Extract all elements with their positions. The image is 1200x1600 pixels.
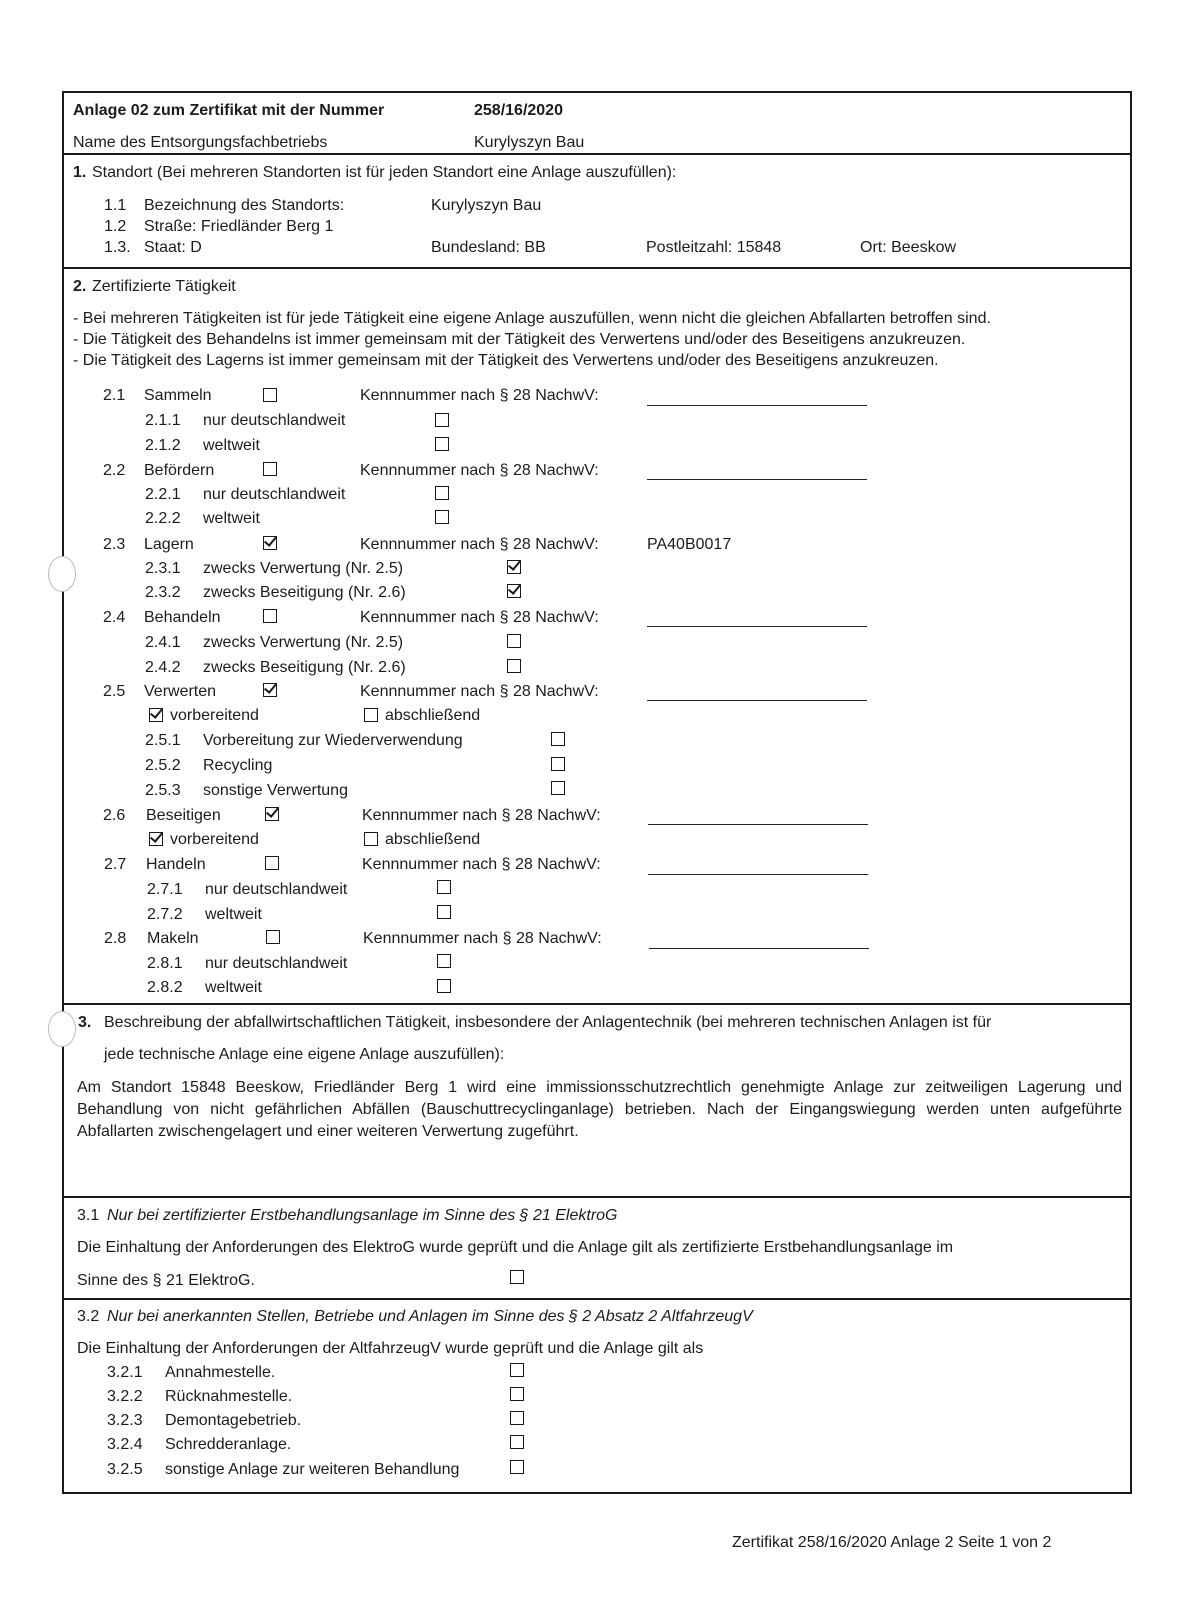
recycling-checkbox[interactable]	[551, 757, 565, 771]
postal-code: Postleitzahl: 15848	[646, 239, 782, 256]
activity-befoerdern: Befördern	[144, 462, 215, 479]
kennnummer-label: Kennnummer nach § 28 NachwV:	[362, 807, 601, 824]
option-label: zwecks Verwertung (Nr. 2.5)	[203, 634, 404, 651]
item-number: 2.1.1	[145, 412, 181, 429]
makeln-de-checkbox[interactable]	[437, 954, 451, 968]
item-number: 1.1	[104, 197, 127, 214]
section-3-1-title: Nur bei zertifizierter Erstbehandlungsanlage im Sinne des § 21 ElektroG	[107, 1207, 618, 1224]
item-number: 2.2	[103, 462, 126, 479]
item-number: 2.4.2	[145, 659, 181, 676]
ruecknahmestelle-checkbox[interactable]	[510, 1387, 524, 1401]
item-number: 2.5.3	[145, 782, 181, 799]
activity-verwerten: Verwerten	[144, 683, 217, 700]
activity-makeln: Makeln	[147, 930, 199, 947]
section-2-title: Zertifizierte Tätigkeit	[92, 278, 236, 295]
item-number: 2.2.1	[145, 486, 181, 503]
option-label: weltweit	[205, 906, 262, 923]
option-label: sonstige Anlage zur weiteren Behandlung	[165, 1461, 460, 1478]
wiederverwendung-checkbox[interactable]	[551, 732, 565, 746]
sammeln-checkbox[interactable]	[263, 388, 277, 402]
section-3-1-text: Die Einhaltung der Anforderungen des ElektroG wurde geprüft und die Anlage gilt als zertifizierte Erstbehandlungsanlage im	[77, 1239, 954, 1256]
activity-behandeln: Behandeln	[144, 609, 221, 626]
section-3-title-cont: jede technische Anlage eine eigene Anlage auszufüllen):	[104, 1046, 505, 1063]
site-name-value: Kurylyszyn Bau	[431, 197, 542, 214]
option-label: Recycling	[203, 757, 273, 774]
item-number: 3.2.2	[107, 1388, 143, 1405]
section-1-number: 1.	[73, 164, 87, 181]
company-name: Kurylyszyn Bau	[474, 134, 585, 151]
item-number: 3.2.3	[107, 1412, 143, 1429]
sonstige-anlage-checkbox[interactable]	[510, 1460, 524, 1474]
annahmestelle-checkbox[interactable]	[510, 1363, 524, 1377]
kennnummer-field[interactable]	[647, 479, 867, 480]
handeln-de-checkbox[interactable]	[437, 880, 451, 894]
option-label: Annahmestelle.	[165, 1364, 276, 1381]
item-number: 2.4	[103, 609, 126, 626]
option-label: Demontagebetrieb.	[165, 1412, 302, 1429]
beseitigen-abschliessend-checkbox[interactable]	[364, 832, 378, 846]
schredderanlage-checkbox[interactable]	[510, 1435, 524, 1449]
divider-1	[62, 153, 1132, 155]
befoerdern-welt-checkbox[interactable]	[435, 510, 449, 524]
kennnummer-field[interactable]	[647, 405, 867, 406]
section-3-title: Beschreibung der abfallwirtschaftlichen Tätigkeit, insbesondere der Anlagentechnik (bei mehreren technischen Anlagen ist für	[104, 1014, 992, 1031]
punch-hole	[48, 1011, 76, 1047]
country: Staat: D	[144, 239, 202, 256]
company-label: Name des Entsorgungsfachbetriebs	[73, 134, 328, 151]
option-label: Schredderanlage.	[165, 1436, 292, 1453]
kennnummer-label: Kennnummer nach § 28 NachwV:	[360, 609, 599, 626]
item-number: 3.2.1	[107, 1364, 143, 1381]
lagern-kennnummer-value: PA40B0017	[647, 536, 732, 553]
note-line: - Die Tätigkeit des Behandelns ist immer gemeinsam mit der Tätigkeit des Verwertens und/oder des Beseitigens anzukreuzen.	[73, 331, 966, 348]
item-number: 2.8.2	[147, 979, 183, 996]
item-number: 2.7	[104, 856, 127, 873]
option-label: zwecks Verwertung (Nr. 2.5)	[203, 560, 404, 577]
note-line: - Bei mehreren Tätigkeiten ist für jede Tätigkeit eine eigene Anlage auszufüllen, wenn nicht die gleichen Abfallarten betroffen sind.	[73, 310, 991, 327]
sonstige-verwertung-checkbox[interactable]	[551, 781, 565, 795]
kennnummer-label: Kennnummer nach § 28 NachwV:	[363, 930, 602, 947]
sammeln-de-checkbox[interactable]	[435, 413, 449, 427]
item-number: 2.5	[103, 683, 126, 700]
site-name-label: Bezeichnung des Standorts:	[144, 197, 345, 214]
item-number: 2.3.2	[145, 584, 181, 601]
section-3-number: 3.	[78, 1014, 92, 1031]
option-label: abschließend	[385, 831, 481, 848]
option-label: nur deutschlandweit	[205, 881, 348, 898]
item-number: 1.2	[104, 218, 127, 235]
option-label: zwecks Beseitigung (Nr. 2.6)	[203, 584, 406, 601]
punch-hole	[48, 556, 76, 592]
kennnummer-label: Kennnummer nach § 28 NachwV:	[360, 462, 599, 479]
lagern-beseitigung-checkbox[interactable]	[507, 584, 521, 598]
kennnummer-field[interactable]	[648, 824, 868, 825]
option-label: weltweit	[203, 437, 260, 454]
street: Straße: Friedländer Berg 1	[144, 218, 334, 235]
verwerten-vorbereitend-checkbox[interactable]	[149, 708, 163, 722]
divider-4	[62, 1196, 1132, 1198]
verwerten-checkbox[interactable]	[263, 683, 277, 697]
section-3-2-title: Nur bei anerkannten Stellen, Betriebe und Anlagen im Sinne des § 2 Absatz 2 AltfahrzeugV	[107, 1308, 753, 1325]
option-label: abschließend	[385, 707, 481, 724]
section-2-number: 2.	[73, 278, 87, 295]
section-3-2-number: 3.2	[77, 1308, 100, 1325]
item-number: 2.5.1	[145, 732, 181, 749]
option-label: Vorbereitung zur Wiederverwendung	[203, 732, 463, 749]
kennnummer-label: Kennnummer nach § 28 NachwV:	[360, 387, 599, 404]
divider-3	[62, 1003, 1132, 1005]
item-number: 2.6	[103, 807, 126, 824]
lagern-checkbox[interactable]	[263, 536, 277, 550]
item-number: 2.1	[103, 387, 126, 404]
kennnummer-field[interactable]	[647, 626, 867, 627]
section-3-2-intro: Die Einhaltung der Anforderungen der AltfahrzeugV wurde geprüft und die Anlage gilt als	[77, 1340, 704, 1357]
item-number: 2.4.1	[145, 634, 181, 651]
option-label: Rücknahmestelle.	[165, 1388, 293, 1405]
item-number: 2.1.2	[145, 437, 181, 454]
item-number: 2.3.1	[145, 560, 181, 577]
option-label: nur deutschlandweit	[203, 486, 346, 503]
activity-lagern: Lagern	[144, 536, 194, 553]
behandeln-checkbox[interactable]	[263, 609, 277, 623]
option-label: nur deutschlandweit	[205, 955, 348, 972]
activity-sammeln: Sammeln	[144, 387, 212, 404]
kennnummer-label: Kennnummer nach § 28 NachwV:	[360, 536, 599, 553]
kennnummer-field[interactable]	[648, 874, 868, 875]
verwerten-abschliessend-checkbox[interactable]	[364, 708, 378, 722]
makeln-welt-checkbox[interactable]	[437, 979, 451, 993]
handeln-checkbox[interactable]	[265, 856, 279, 870]
item-number: 2.7.1	[147, 881, 183, 898]
item-number: 2.8.1	[147, 955, 183, 972]
divider-2	[62, 267, 1132, 269]
befoerdern-de-checkbox[interactable]	[435, 486, 449, 500]
section-3-1-number: 3.1	[77, 1207, 100, 1224]
sammeln-welt-checkbox[interactable]	[435, 437, 449, 451]
option-label: nur deutschlandweit	[203, 412, 346, 429]
city: Ort: Beeskow	[860, 239, 957, 256]
activity-beseitigen: Beseitigen	[146, 807, 221, 824]
behandeln-beseitigung-checkbox[interactable]	[507, 659, 521, 673]
makeln-checkbox[interactable]	[266, 930, 280, 944]
page-footer: Zertifikat 258/16/2020 Anlage 2 Seite 1 von 2	[732, 1534, 1052, 1551]
section-1-title: Standort (Bei mehreren Standorten ist für jeden Standort eine Anlage auszufüllen):	[92, 164, 677, 181]
option-label: sonstige Verwertung	[203, 782, 348, 799]
item-number: 2.3	[103, 536, 126, 553]
item-number: 3.2.5	[107, 1461, 143, 1478]
handeln-welt-checkbox[interactable]	[437, 905, 451, 919]
kennnummer-label: Kennnummer nach § 28 NachwV:	[362, 856, 601, 873]
beseitigen-vorbereitend-checkbox[interactable]	[149, 832, 163, 846]
header-title: Anlage 02 zum Zertifikat mit der Nummer	[73, 102, 385, 119]
behandeln-verwertung-checkbox[interactable]	[507, 634, 521, 648]
section-3-description: Am Standort 15848 Beeskow, Friedländer Berg 1 wird eine immissionsschutzrechtlich genehmigte Anlage zur zeitweiligen Lagerung und Behandlung von nicht gefährlichen Abfällen (Bauschuttrecyclinganlage) betrieben. Nach der Eingangswiegung werden unten aufgeführte Abfallarten zwischengelagert und einer weiteren Verwertung zugeführt.	[77, 1079, 1122, 1140]
kennnummer-field[interactable]	[649, 948, 869, 949]
option-label: weltweit	[205, 979, 262, 996]
kennnummer-field[interactable]	[647, 700, 867, 701]
item-number: 3.2.4	[107, 1436, 143, 1453]
option-label: weltweit	[203, 510, 260, 527]
option-label: vorbereitend	[170, 831, 259, 848]
option-label: vorbereitend	[170, 707, 259, 724]
demontagebetrieb-checkbox[interactable]	[510, 1411, 524, 1425]
certificate-number: 258/16/2020	[474, 102, 563, 119]
section-3-1-text-cont: Sinne des § 21 ElektroG.	[77, 1272, 255, 1289]
item-number: 2.5.2	[145, 757, 181, 774]
item-number: 2.7.2	[147, 906, 183, 923]
kennnummer-label: Kennnummer nach § 28 NachwV:	[360, 683, 599, 700]
beseitigen-checkbox[interactable]	[265, 807, 279, 821]
item-number: 2.8	[104, 930, 127, 947]
divider-5	[62, 1298, 1132, 1300]
befoerdern-checkbox[interactable]	[263, 462, 277, 476]
elektrog-checkbox[interactable]	[510, 1270, 524, 1284]
item-number: 1.3.	[104, 239, 131, 256]
activity-handeln: Handeln	[146, 856, 206, 873]
item-number: 2.2.2	[145, 510, 181, 527]
option-label: zwecks Beseitigung (Nr. 2.6)	[203, 659, 406, 676]
federal-state: Bundesland: BB	[431, 239, 546, 256]
lagern-verwertung-checkbox[interactable]	[507, 560, 521, 574]
note-line: - Die Tätigkeit des Lagerns ist immer gemeinsam mit der Tätigkeit des Verwertens und/oder des Beseitigens anzukreuzen.	[73, 352, 939, 369]
